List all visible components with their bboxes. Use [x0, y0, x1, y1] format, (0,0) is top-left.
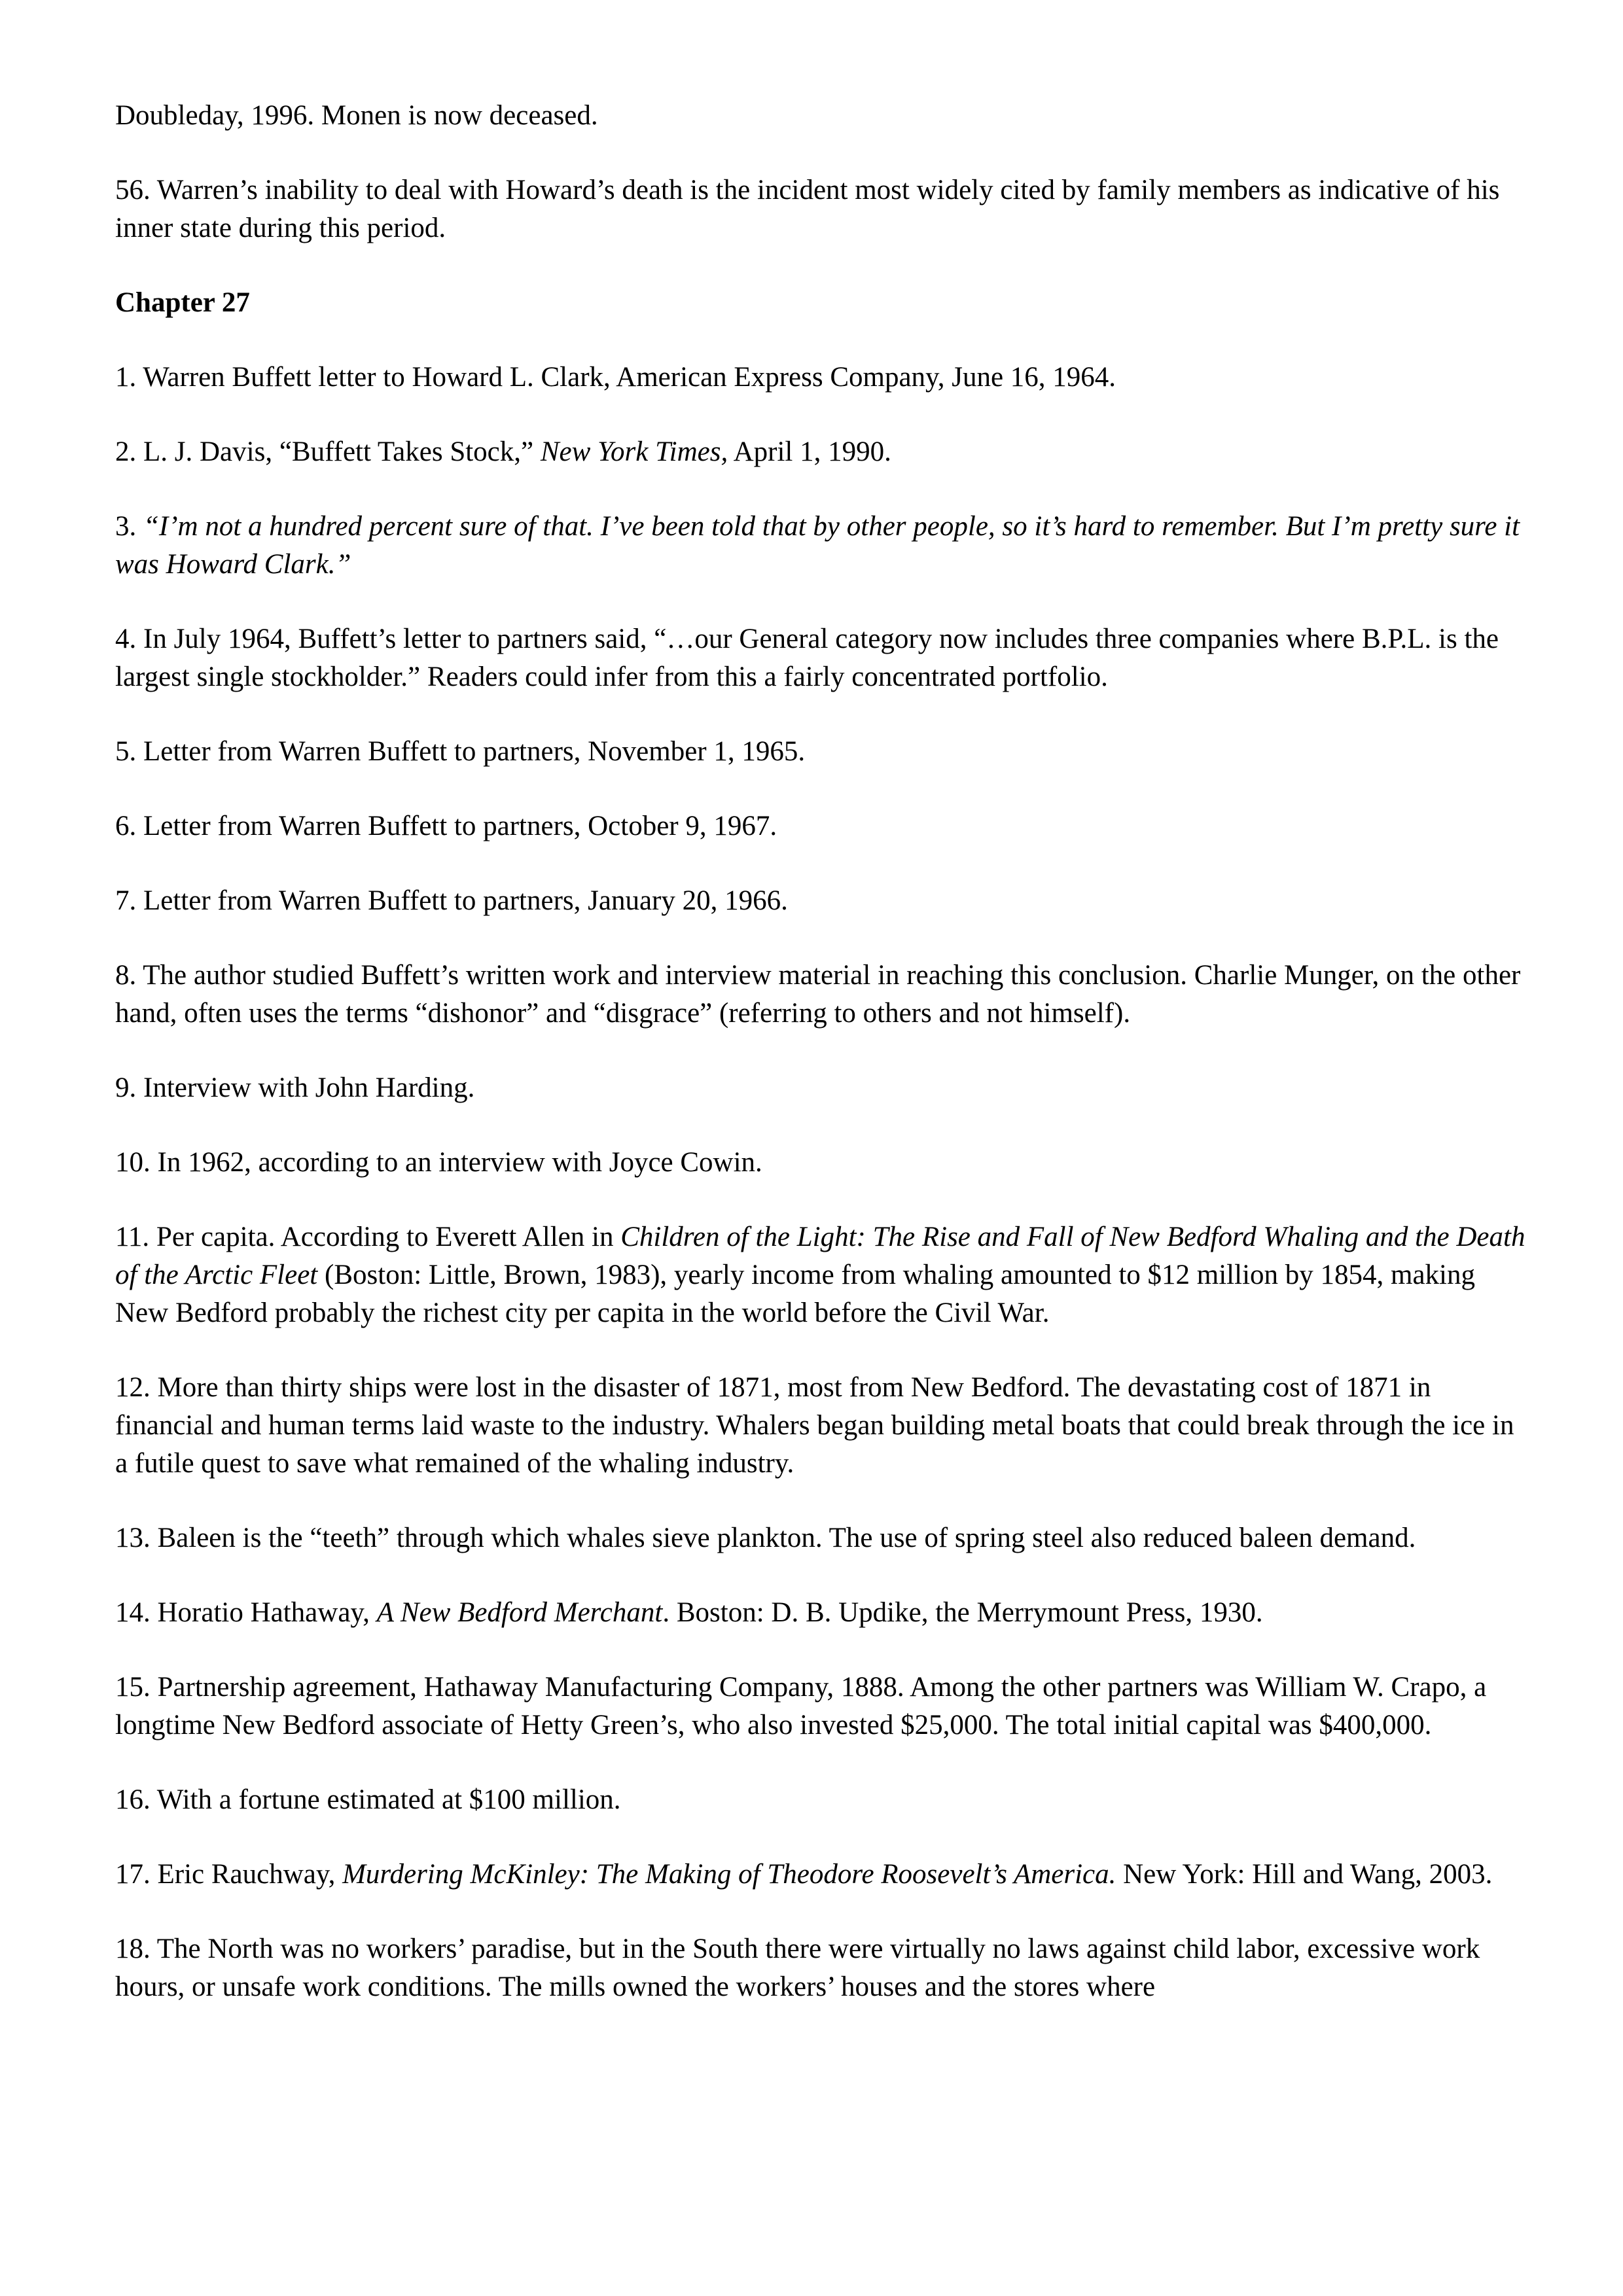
- endnote: [115, 807, 1529, 845]
- endnote: [115, 508, 1529, 584]
- endnote: [115, 1781, 1529, 1819]
- note-text: 56. Warren’s inability to deal with Howard’s death is the incident most widely cited by family members as indicative of his inner state during this period.: [115, 175, 1500, 243]
- italic-text: Children of the Light: The Rise and Fall of New Bedford Whaling and the Death of the Arctic Fleet: [115, 1222, 1525, 1290]
- note-text: 11. Per capita. According to Everett Allen in: [115, 1222, 621, 1252]
- note-text: 12. More than thirty ships were lost in the disaster of 1871, most from New Bedford. The devastating cost of 1871 in financial and human terms laid waste to the industry. Whalers began building metal boats that could break through the ice in a futile quest to save what remained of the whaling industry.: [115, 1372, 1514, 1479]
- endnote: [115, 1594, 1529, 1632]
- intro-paragraph: [115, 97, 1529, 135]
- note-text: New York: Hill and Wang, 2003.: [1116, 1859, 1493, 1890]
- note-text: 2. L. J. Davis, “Buffett Takes Stock,”: [115, 436, 541, 467]
- note-text: 18. The North was no workers’ paradise, but in the South there were virtually no laws against child labor, excessive work hours, or unsafe work conditions. The mills owned the workers’ houses and the stores where: [115, 1934, 1480, 2002]
- note-text: 16. With a fortune estimated at $100 million.: [115, 1784, 621, 1815]
- note-text: 1. Warren Buffett letter to Howard L. Clark, American Express Company, June 16, 1964.: [115, 362, 1116, 393]
- note-text: 4. In July 1964, Buffett’s letter to partners said, “…our General category now includes three companies where B.P.L. is the largest single stockholder.” Readers could infer from this a fairly concentrated portfolio.: [115, 624, 1499, 692]
- document-page: [115, 97, 1529, 2043]
- italic-text: A New Bedford Merchant: [376, 1597, 663, 1628]
- note-text: 17. Eric Rauchway,: [115, 1859, 343, 1890]
- endnote: [115, 1369, 1529, 1483]
- chapter-heading: Chapter 27: [115, 287, 250, 318]
- endnote: [115, 733, 1529, 771]
- italic-text: Murdering McKinley: The Making of Theodore Roosevelt’s America.: [342, 1859, 1116, 1890]
- endnote: [115, 882, 1529, 920]
- note-text: April 1, 1990.: [728, 436, 891, 467]
- endnote: [115, 1856, 1529, 1894]
- note-text: 9. Interview with John Harding.: [115, 1072, 475, 1103]
- endnote: [115, 433, 1529, 471]
- note-text: 15. Partnership agreement, Hathaway Manufacturing Company, 1888. Among the other partners was William W. Crapo, a longtime New Bedford associate of Hetty Green’s, who also invested $25,000. The total initial capital was $400,000.: [115, 1672, 1487, 1740]
- note-text: Doubleday, 1996. Monen is now deceased.: [115, 100, 598, 131]
- endnote: [115, 1519, 1529, 1557]
- note-text: 8. The author studied Buffett’s written work and interview material in reaching this conclusion. Charlie Munger, on the other hand, often uses the terms “dishonor” and “disgrace” (referring to others and not himself).: [115, 960, 1521, 1029]
- notes-list: [115, 359, 1529, 2006]
- endnote: [115, 1218, 1529, 1332]
- italic-text: “I’m not a hundred percent sure of that. I’ve been told that by other people, so it’s hard to remember. But I’m pretty sure it was Howard Clark.”: [115, 511, 1520, 580]
- note-text: 5. Letter from Warren Buffett to partners, November 1, 1965.: [115, 736, 806, 767]
- endnote: [115, 1669, 1529, 1744]
- note-text: . Boston: D. B. Updike, the Merrymount Press, 1930.: [662, 1597, 1263, 1628]
- note-text: 14. Horatio Hathaway,: [115, 1597, 377, 1628]
- note-text: 13. Baleen is the “teeth” through which whales sieve plankton. The use of spring steel also reduced baleen demand.: [115, 1523, 1416, 1553]
- endnote: [115, 957, 1529, 1033]
- note-text: 7. Letter from Warren Buffett to partners, January 20, 1966.: [115, 885, 788, 916]
- italic-text: New York Times,: [540, 436, 728, 467]
- note-text: 3.: [115, 511, 143, 542]
- endnote: [115, 620, 1529, 696]
- note-text: (Boston: Little, Brown, 1983), yearly income from whaling amounted to $12 million by 1854, making New Bedford probably the richest city per capita in the world before the Civil War.: [115, 1260, 1475, 1328]
- endnote: [115, 1144, 1529, 1182]
- intro-paragraph: [115, 171, 1529, 247]
- endnote: [115, 359, 1529, 397]
- endnote: [115, 1069, 1529, 1107]
- endnote: [115, 1930, 1529, 2006]
- note-text: 6. Letter from Warren Buffett to partners, October 9, 1967.: [115, 811, 777, 841]
- intro-section: [115, 97, 1529, 247]
- note-text: 10. In 1962, according to an interview with Joyce Cowin.: [115, 1147, 762, 1178]
